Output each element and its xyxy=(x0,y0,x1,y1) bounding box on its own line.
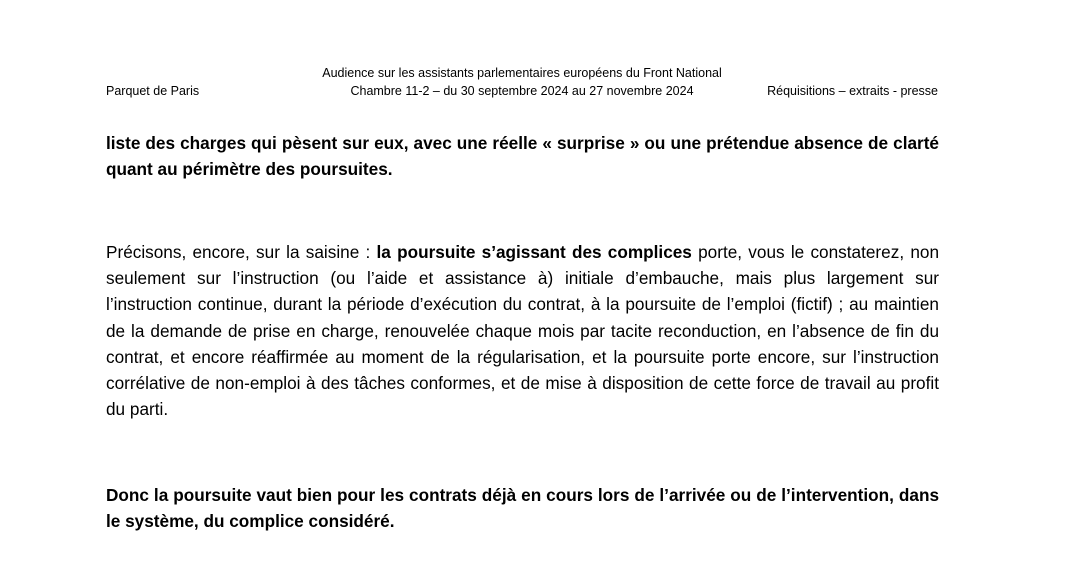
paragraph-saisine-rest: porte, vous le constaterez, non seulement sur l’instruction (ou l’aide et assistance à) initiale d’embauche, mais plus largement sur l’instruction continue, durant la période d’exécution du contrat, à la poursuite de l’emploi (fictif) ; au maintien de la demande de prise en charge, renouvelée chaque mois par tacite reconduction, en l’absence de fin du contrat, et encore réaffirmée au moment de la régularisation, et la poursuite porte encore, sur l’instruction corrélative de non-emploi à des tâches conformes, et de mise à disposition de cette force de travail au profit du parti. xyxy=(106,242,940,420)
page-header xyxy=(106,64,938,104)
header-dates-line: Chambre 11-2 – du 30 septembre 2024 au 27 novembre 2024 xyxy=(350,84,694,98)
paragraph-conclusion: Donc la poursuite vaut bien pour les contrats déjà en cours lors de l’arrivée ou de l’intervention, dans le système, du complice considéré. xyxy=(106,485,939,532)
header-center-text xyxy=(206,64,838,100)
paragraph-saisine xyxy=(106,239,939,422)
header-left-text: Parquet de Paris xyxy=(106,84,200,98)
paragraph-saisine-intro: Précisons, encore, sur la saisine : xyxy=(106,242,377,262)
header-right-text: Réquisitions – extraits - presse xyxy=(767,84,938,98)
paragraph-saisine-emphasis: la poursuite s’agissant des complices xyxy=(376,242,692,262)
paragraph-charges: liste des charges qui pèsent sur eux, avec une réelle « surprise » ou une prétendue absence de clarté quant au périmètre des poursuites. xyxy=(106,133,939,180)
header-title-line: Audience sur les assistants parlementaires européens du Front National xyxy=(322,66,722,80)
